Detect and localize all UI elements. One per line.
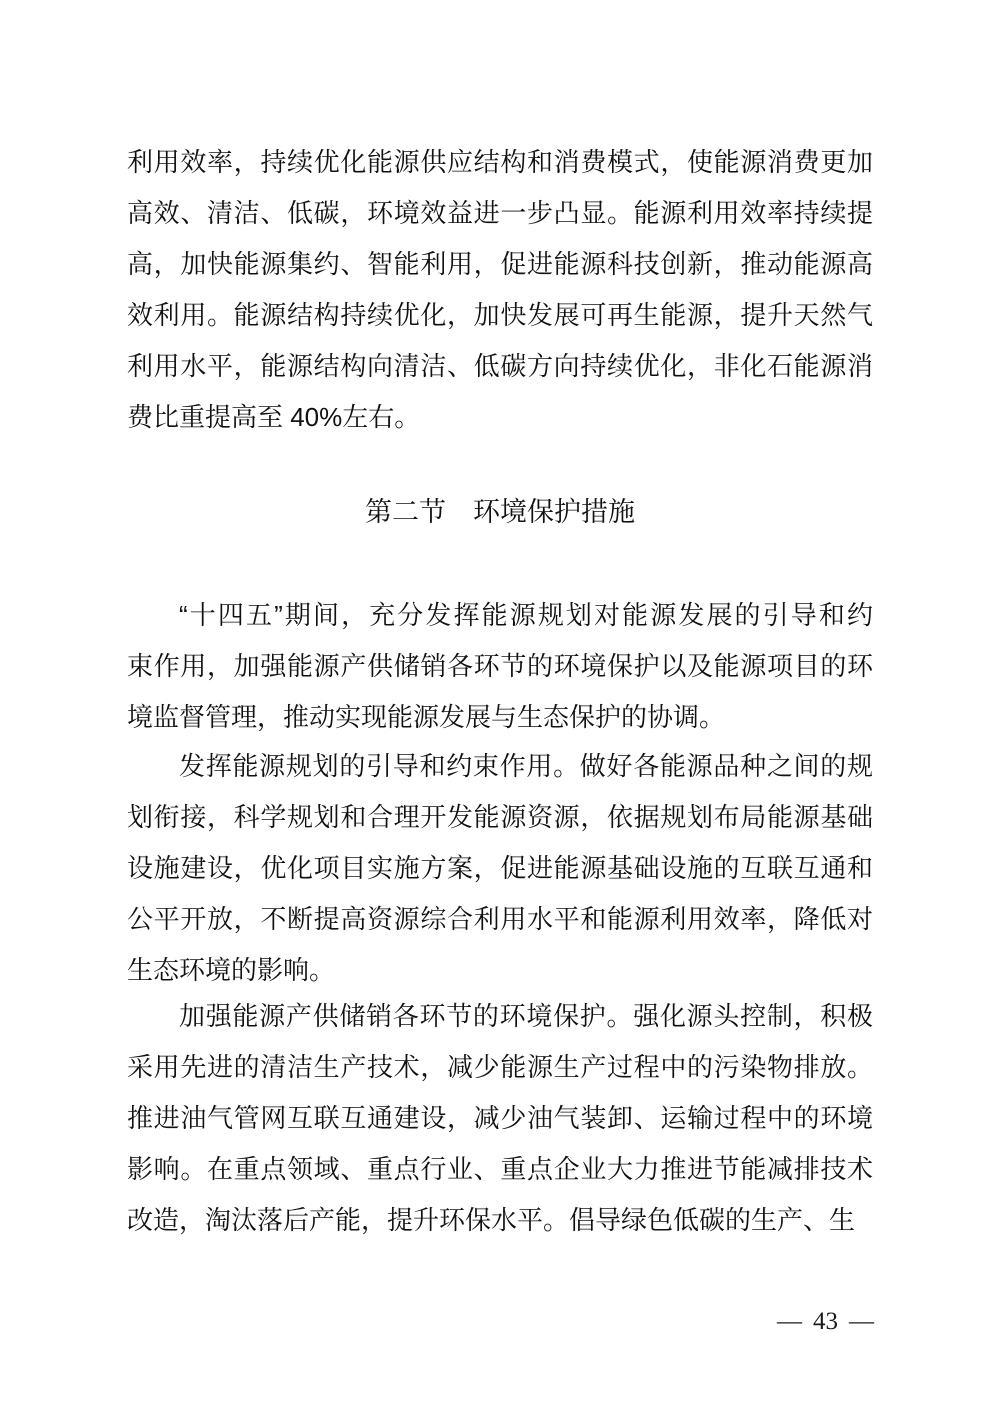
text-line: 划衔接，科学规划和合理开发能源资源，依据规划布局能源基础 bbox=[127, 802, 873, 832]
paragraph-environment-protection bbox=[127, 991, 873, 1246]
text-line: 公平开放，不断提高资源综合利用水平和能源利用效率，降低对 bbox=[127, 904, 873, 934]
footer-dash-left: — bbox=[777, 1308, 802, 1335]
text-line: 加强能源产供储销各环节的环境保护。强化源头控制，积极 bbox=[179, 1001, 873, 1031]
text-line: 采用先进的清洁生产技术，减少能源生产过程中的污染物排放。 bbox=[127, 1052, 873, 1082]
text-line: 费比重提高至 40%左右。 bbox=[127, 402, 421, 432]
text-line: 设施建设，优化项目实施方案，促进能源基础设施的互联互通和 bbox=[127, 853, 873, 883]
text-line: 改造，淘汰落后产能，提升环保水平。倡导绿色低碳的生产、生 bbox=[127, 1205, 856, 1235]
text-line: 高效、清洁、低碳，环境效益进一步凸显。能源利用效率持续提 bbox=[127, 198, 873, 228]
footer-dash-right: — bbox=[849, 1308, 874, 1335]
text-line: 推进油气管网互联互通建设，减少油气装卸、运输过程中的环境 bbox=[127, 1103, 873, 1133]
page-number: 43 bbox=[813, 1308, 838, 1335]
paragraph-planning-guidance bbox=[127, 741, 873, 996]
text-line: 高，加快能源集约、智能利用，促进能源科技创新，推动能源高 bbox=[127, 249, 873, 279]
text-line: 利用水平，能源结构向清洁、低碳方向持续优化，非化石能源消 bbox=[127, 351, 873, 381]
text-line: 发挥能源规划的引导和约束作用。做好各能源品种之间的规 bbox=[179, 751, 873, 781]
text-line: 利用效率，持续优化能源供应结构和消费模式，使能源消费更加 bbox=[127, 147, 873, 177]
text-line: 影响。在重点领域、重点行业、重点企业大力推进节能减排技术 bbox=[127, 1154, 873, 1184]
text-line: 效利用。能源结构持续优化，加快发展可再生能源，提升天然气 bbox=[127, 300, 873, 330]
text-line: “十四五”期间，充分发挥能源规划对能源发展的引导和约 bbox=[179, 600, 873, 630]
page-footer bbox=[777, 1308, 874, 1336]
text-line: 束作用，加强能源产供储销各环节的环境保护以及能源项目的环 bbox=[127, 651, 873, 681]
text-line: 境监督管理，推动实现能源发展与生态保护的协调。 bbox=[127, 702, 726, 732]
paragraph-intro bbox=[127, 590, 873, 743]
section-heading-label: 第二节 bbox=[365, 497, 446, 527]
section-heading bbox=[127, 487, 873, 538]
section-heading-title: 环境保护措施 bbox=[473, 497, 635, 527]
text-line: 生态环境的影响。 bbox=[127, 955, 336, 985]
paragraph-continuation bbox=[127, 137, 873, 443]
